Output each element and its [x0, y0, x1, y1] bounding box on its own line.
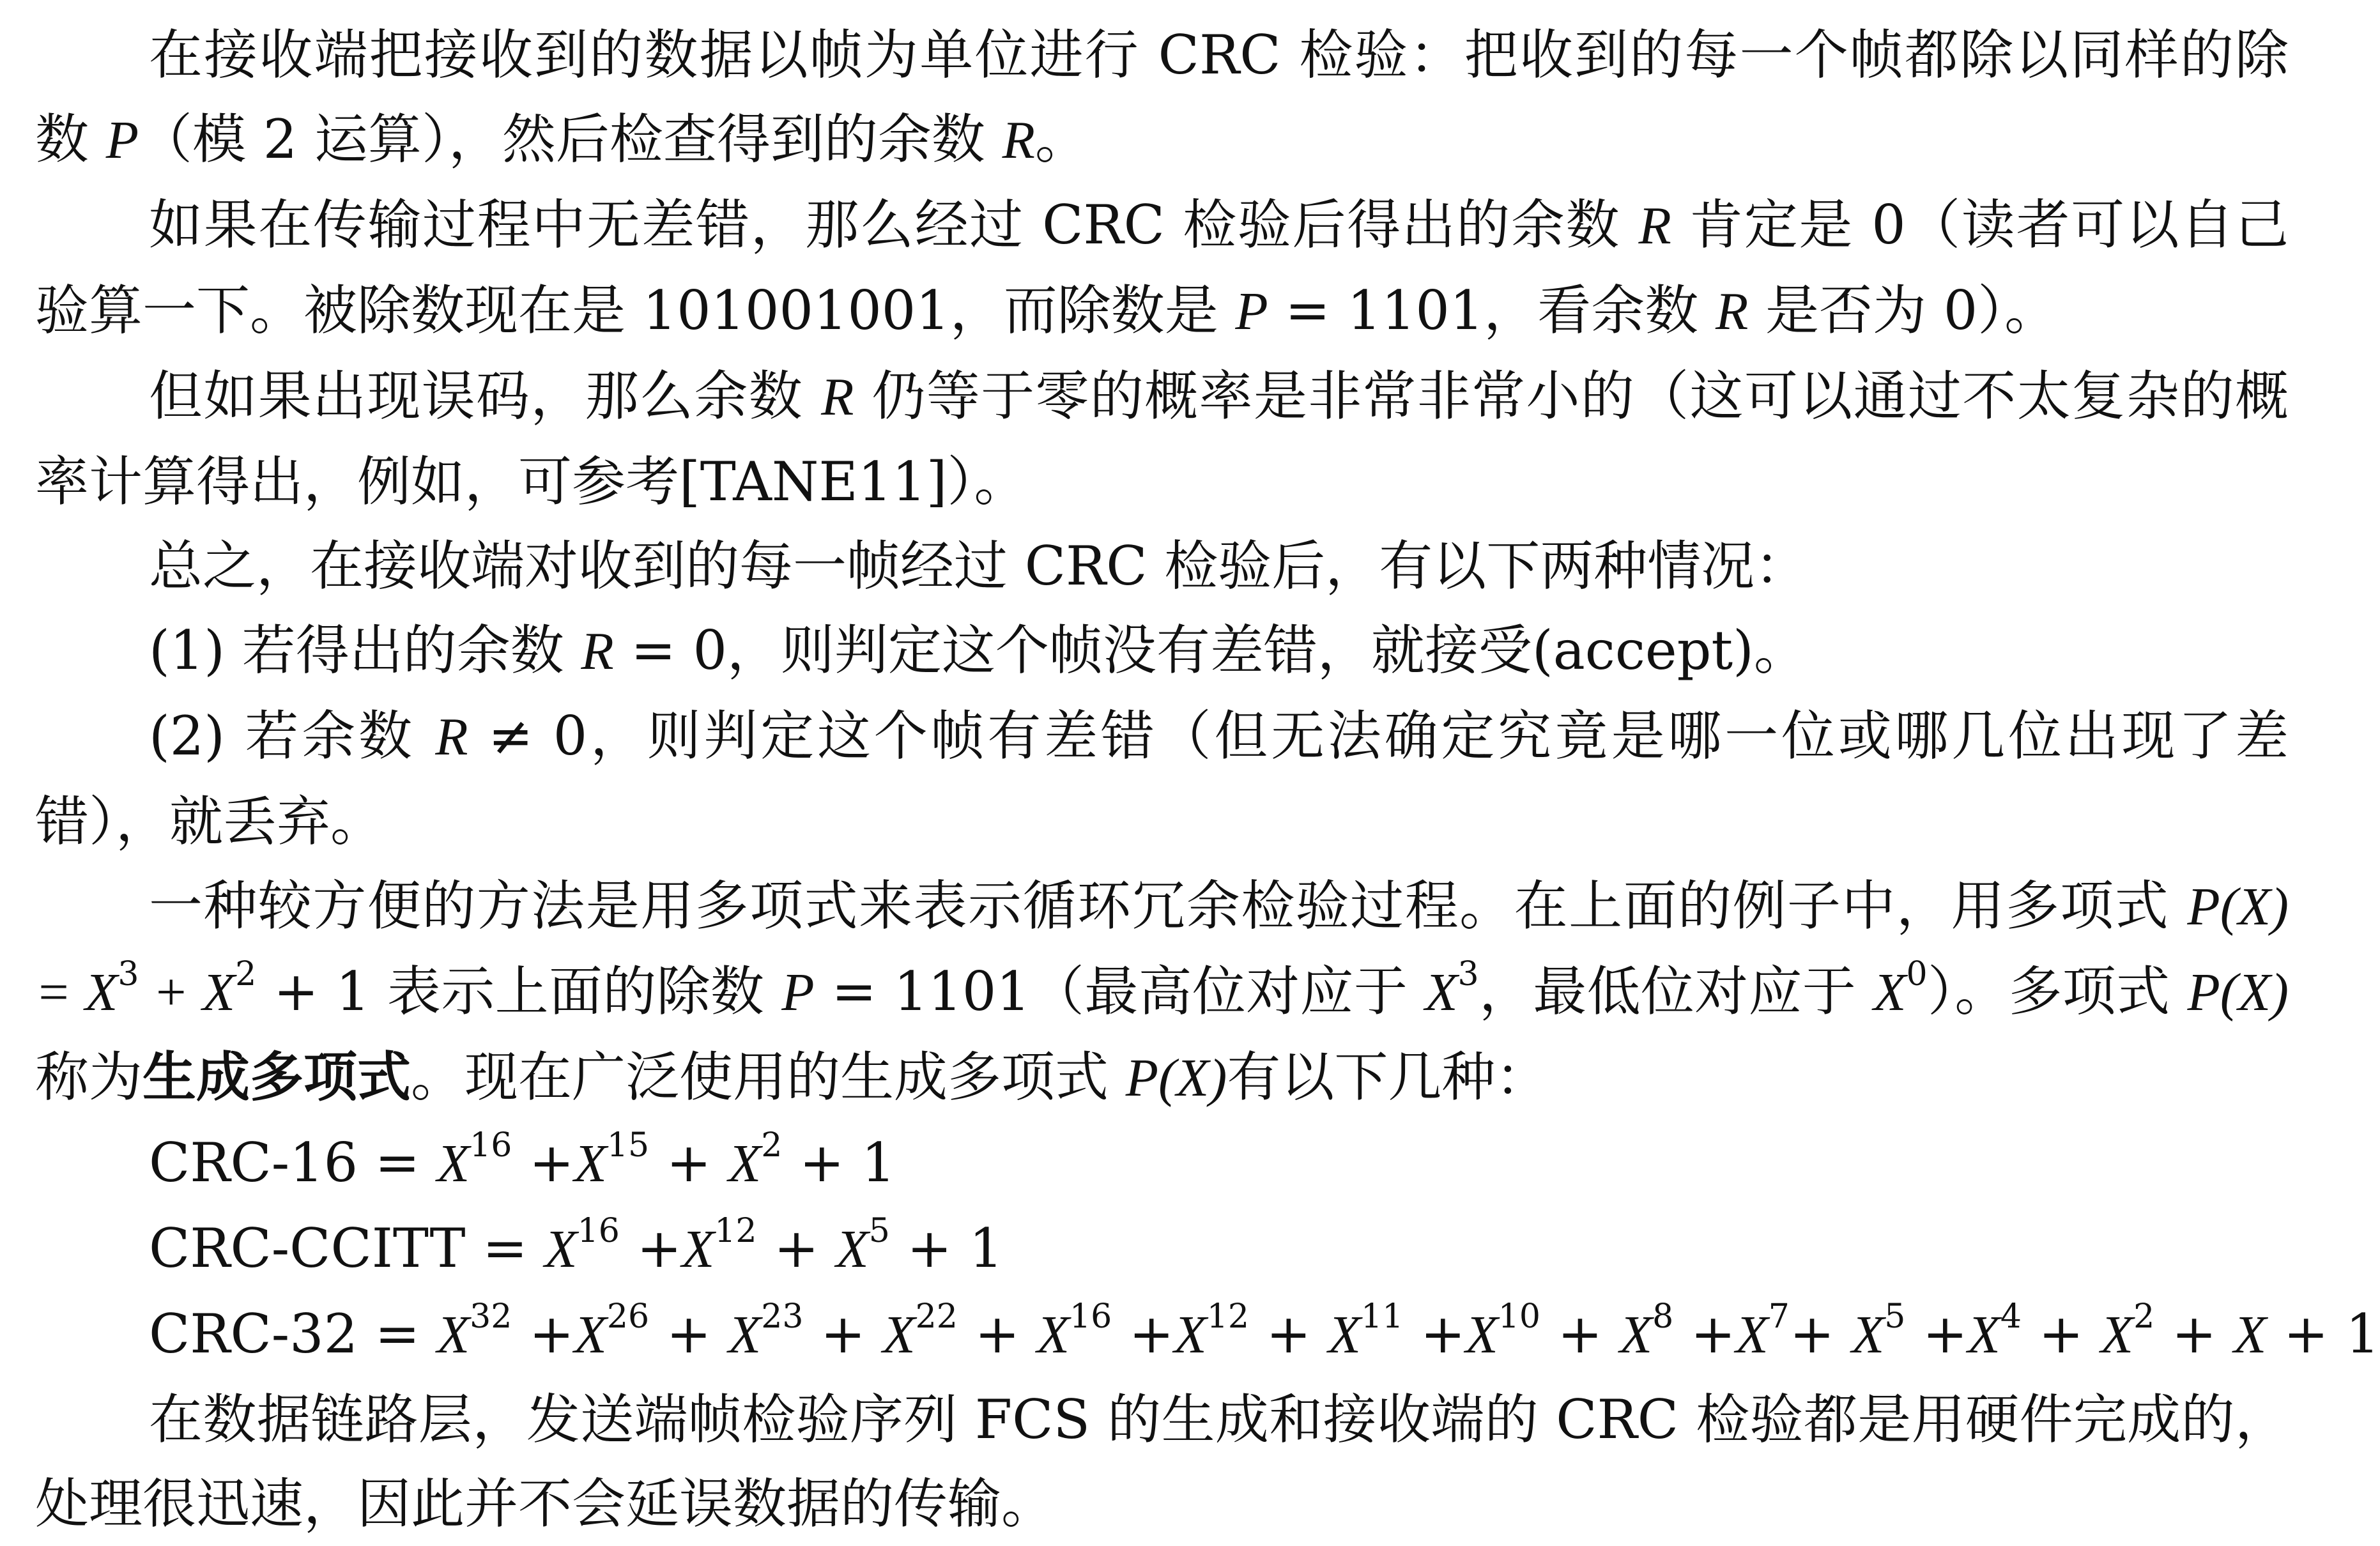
list-item-case-2: (2) 若余数 R ≠ 0，则判定这个帧有差错（但无法确定究竟是哪一位或哪几位出现了差错），就丢弃。 — [35, 705, 2289, 853]
polynomial-term-exponent: 4 — [2000, 1297, 2022, 1336]
polynomial-operator: + — [2154, 1303, 2234, 1365]
polynomial-term-exponent: 8 — [1652, 1297, 1674, 1336]
polynomial-operator: + — [957, 1303, 1037, 1365]
polynomial-term-base: X — [1465, 1305, 1498, 1365]
polynomial-term-exponent: 32 — [470, 1297, 512, 1336]
paragraph-no-error: 如果在传输过程中无差错，那么经过 CRC 检验后得出的余数 R 肯定是 0（读者可以自己验算一下。被除数现在是 101001001，而除数是 P = 1101，看余数 R 是否为 0）。 — [35, 194, 2289, 342]
polynomial-term-exponent: 5 — [1884, 1297, 1906, 1336]
polynomial-operator: + — [1905, 1303, 1968, 1365]
polynomial-term-exponent: 11 — [1361, 1297, 1404, 1336]
polynomial-term-exponent: 2 — [761, 1126, 783, 1165]
polynomial-term-exponent: 16 — [1070, 1297, 1112, 1336]
polynomial-term-base: X — [1619, 1305, 1653, 1365]
polynomial-operator: + — [649, 1131, 728, 1194]
paragraph-summary: 总之，在接收端对收到的每一帧经过 CRC 检验后，有以下两种情况： — [149, 535, 1809, 597]
polynomial-term-base: X — [1036, 1305, 1070, 1365]
polynomial-term-base: X — [544, 1220, 578, 1279]
polynomial-term-base: X — [728, 1305, 762, 1365]
term-generator-polynomial: 生成多项式 — [142, 1046, 411, 1108]
polynomial-operator: + 1 — [2266, 1303, 2380, 1365]
polynomial-term-exponent: 12 — [1206, 1297, 1249, 1336]
polynomial-operator: + — [1403, 1303, 1466, 1365]
polynomial-term-base: X — [436, 1305, 470, 1365]
paragraph-crc-check-intro: 在接收端把接收到的数据以帧为单位进行 CRC 检验：把收到的每一个帧都除以同样的除数 P（模 2 运算），然后检查得到的余数 R。 — [35, 24, 2289, 171]
polynomial-operator: + — [649, 1303, 728, 1365]
paragraph-error-probability: 但如果出现误码，那么余数 R 仍等于零的概率是非常非常小的（这可以通过不太复杂的概率计算得出，例如，可参考[TANE11]）。 — [35, 365, 2289, 513]
polynomial-term-exponent: 10 — [1498, 1297, 1541, 1336]
polynomial-term-base: X — [1328, 1305, 1362, 1365]
polynomial-term-exponent: 15 — [606, 1126, 650, 1165]
polynomial-term-exponent: 22 — [915, 1297, 958, 1336]
equation-crc-32: $CRC-32 = X^{32} +X^{26} + X^{23} + X^{22} + X^{16} +X^{12} + X^{11} +X^{10} + X^8 +X^7+ X^5 +X^4 + X^2 + X + 1$ — [149, 1297, 2380, 1365]
polynomial-term-exponent: 16 — [470, 1126, 512, 1165]
polynomial-operator: + — [803, 1303, 883, 1365]
polynomial-operator: + — [512, 1131, 574, 1194]
polynomial-term-base: X — [2234, 1305, 2267, 1365]
list-item-case-1: (1) 若得出的余数 R = 0，则判定这个帧没有差错，就接受(accept)。 — [149, 619, 1808, 682]
polynomial-term-exponent: 5 — [868, 1211, 890, 1250]
polynomial-term-base: X — [1967, 1305, 2000, 1365]
polynomial-term-base: X — [436, 1134, 470, 1193]
polynomial-term-exponent: 12 — [714, 1211, 757, 1250]
paragraph-polynomial: 一种较方便的方法是用多项式来表示循环冗余检验过程。在上面的例子中，用多项式 $P(X) = X^3 + X^2 + 1$ 表示上面的除数 P = 1101（最高位对应于 $X^3$，最低位对应于 $X^0$）。多项式 P(X)称为生成多项式。现在广泛使用的生成多项式 P(X)有以下几种： — [35, 875, 2289, 1108]
polynomial-term-exponent: 7 — [1768, 1297, 1790, 1336]
polynomial-operator: + — [1789, 1303, 1852, 1365]
polynomial-term-base: X — [2100, 1305, 2134, 1365]
equation-crc-ccitt: CRC-CCITT = $X^{16} +X^{12} + X^5 + 1$ — [149, 1211, 1004, 1280]
polynomial-term-base: X — [1851, 1305, 1885, 1365]
polynomial-term-base: X — [836, 1220, 869, 1279]
polynomial-term-exponent: 2 — [2133, 1297, 2155, 1336]
polynomial-term-base: X — [1735, 1305, 1769, 1365]
polynomial-operator: + — [619, 1217, 682, 1280]
polynomial-operator: + 1 — [782, 1131, 896, 1194]
polynomial-operator: + 1 — [889, 1217, 1004, 1280]
polynomial-operator: + — [1248, 1303, 1328, 1365]
polynomial-term-base: X — [882, 1305, 916, 1365]
polynomial-operator: + — [2021, 1303, 2101, 1365]
polynomial-operator: + — [1673, 1303, 1736, 1365]
polynomial-term-base: X — [681, 1220, 715, 1279]
polynomial-term-base: X — [574, 1305, 607, 1365]
polynomial-term-base: X — [574, 1134, 607, 1193]
polynomial-operator: + — [1540, 1303, 1620, 1365]
polynomial-operator: + — [1112, 1303, 1174, 1365]
polynomial-term-exponent: 16 — [577, 1211, 620, 1250]
polynomial-operator: + — [756, 1217, 836, 1280]
paragraph-hardware: 在数据链路层，发送端帧检验序列 FCS 的生成和接收端的 CRC 检验都是用硬件完成的，处理很迅速，因此并不会延误数据的传输。 — [35, 1388, 2289, 1535]
polynomial-term-base: X — [728, 1134, 762, 1193]
polynomial-term-base: X — [1174, 1305, 1207, 1365]
polynomial-operator: + — [512, 1303, 574, 1365]
polynomial-term-exponent: 26 — [606, 1297, 650, 1336]
polynomial-term-exponent: 23 — [761, 1297, 804, 1336]
equation-crc-16: $CRC-16 = X^{16} +X^{15} + X^2 + 1$ — [149, 1126, 896, 1194]
